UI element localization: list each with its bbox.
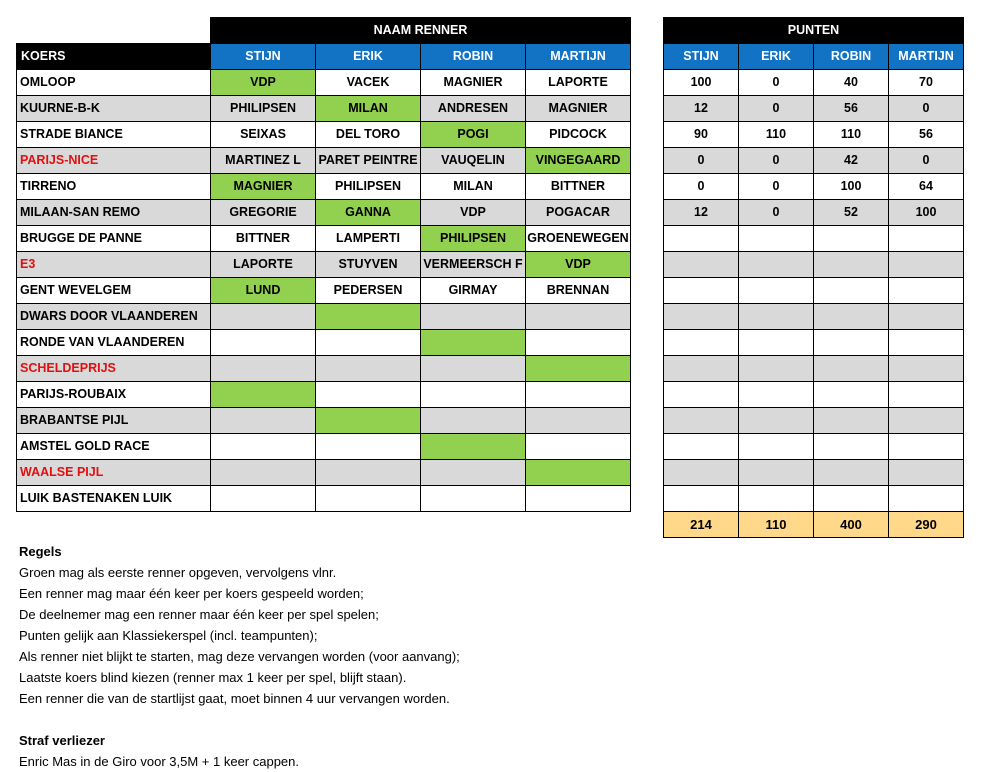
points-cell: 0 xyxy=(739,96,814,122)
pick-cell xyxy=(316,434,421,460)
pick-cell: BITTNER xyxy=(211,226,316,252)
points-table xyxy=(663,17,964,538)
pick-cell xyxy=(211,460,316,486)
race-name: BRABANTSE PIJL xyxy=(17,408,211,434)
points-cell xyxy=(889,304,964,330)
total-cell: 400 xyxy=(814,512,889,538)
rule-line: Groen mag als eerste renner opgeven, vervolgens vlnr. xyxy=(19,565,337,580)
pick-cell: VACEK xyxy=(316,70,421,96)
pick-cell xyxy=(211,382,316,408)
points-cell xyxy=(739,382,814,408)
pick-cell: BRENNAN xyxy=(526,278,631,304)
player-header: ROBIN xyxy=(421,44,526,70)
points-cell: 110 xyxy=(739,122,814,148)
pick-cell: POGI xyxy=(421,122,526,148)
race-name: PARIJS-ROUBAIX xyxy=(17,382,211,408)
points-row xyxy=(664,408,964,434)
pick-cell xyxy=(526,434,631,460)
points-cell xyxy=(664,408,739,434)
pick-cell: VERMEERSCH F xyxy=(421,252,526,278)
points-cell: 42 xyxy=(814,148,889,174)
points-cell xyxy=(889,460,964,486)
punten-header: PUNTEN xyxy=(664,18,964,44)
race-name: OMLOOP xyxy=(17,70,211,96)
points-row xyxy=(664,434,964,460)
points-cell: 0 xyxy=(664,148,739,174)
koers-header: KOERS xyxy=(17,44,211,70)
race-name: LUIK BASTENAKEN LUIK xyxy=(17,486,211,512)
points-cell: 0 xyxy=(739,200,814,226)
pick-cell: ANDRESEN xyxy=(421,96,526,122)
points-cell: 100 xyxy=(814,174,889,200)
pick-cell: PARET PEINTRE xyxy=(316,148,421,174)
race-row xyxy=(17,330,631,356)
points-row xyxy=(664,486,964,512)
pick-cell: VDP xyxy=(421,200,526,226)
points-cell: 0 xyxy=(889,96,964,122)
points-cell xyxy=(739,486,814,512)
pick-cell xyxy=(526,356,631,382)
pick-cell xyxy=(526,460,631,486)
points-row xyxy=(664,200,964,226)
race-row xyxy=(17,252,631,278)
points-cell xyxy=(814,408,889,434)
pick-cell xyxy=(421,382,526,408)
points-row xyxy=(664,70,964,96)
race-row xyxy=(17,122,631,148)
pick-cell: MILAN xyxy=(316,96,421,122)
points-cell xyxy=(739,330,814,356)
points-row xyxy=(664,252,964,278)
points-row xyxy=(664,174,964,200)
points-cell xyxy=(814,460,889,486)
race-row xyxy=(17,304,631,330)
pick-cell xyxy=(421,486,526,512)
pick-cell xyxy=(421,356,526,382)
points-cell xyxy=(664,252,739,278)
race-name: STRADE BIANCE xyxy=(17,122,211,148)
points-row xyxy=(664,226,964,252)
points-cell xyxy=(739,356,814,382)
points-row xyxy=(664,356,964,382)
points-cell: 52 xyxy=(814,200,889,226)
points-cell: 40 xyxy=(814,70,889,96)
pick-cell: SEIXAS xyxy=(211,122,316,148)
points-cell: 100 xyxy=(664,70,739,96)
pick-cell: GREGORIE xyxy=(211,200,316,226)
pick-cell xyxy=(211,356,316,382)
pick-cell xyxy=(526,304,631,330)
points-cell xyxy=(889,486,964,512)
race-row xyxy=(17,356,631,382)
points-cell xyxy=(664,330,739,356)
points-cell xyxy=(889,226,964,252)
points-cell xyxy=(739,408,814,434)
pick-cell: POGACAR xyxy=(526,200,631,226)
pick-cell: LUND xyxy=(211,278,316,304)
race-row xyxy=(17,96,631,122)
rule-line: Als renner niet blijkt te starten, mag deze vervangen worden (voor aanvang); xyxy=(19,649,460,664)
pick-cell xyxy=(316,304,421,330)
pick-cell xyxy=(316,408,421,434)
race-row xyxy=(17,434,631,460)
rule-line: De deelnemer mag een renner maar één keer per spel spelen; xyxy=(19,607,379,622)
rules-section xyxy=(19,541,460,772)
points-cell xyxy=(664,382,739,408)
points-cell: 0 xyxy=(664,174,739,200)
pick-cell: PIDCOCK xyxy=(526,122,631,148)
points-cell xyxy=(889,356,964,382)
pick-cell: MAGNIER xyxy=(211,174,316,200)
points-cell xyxy=(739,252,814,278)
pick-cell: PHILIPSEN xyxy=(211,96,316,122)
pick-cell: GANNA xyxy=(316,200,421,226)
race-name: GENT WEVELGEM xyxy=(17,278,211,304)
points-row xyxy=(664,330,964,356)
rules-spacer xyxy=(19,709,460,730)
pick-cell: MAGNIER xyxy=(526,96,631,122)
player-header: STIJN xyxy=(211,44,316,70)
points-cell xyxy=(889,382,964,408)
player-header: MARTIJN xyxy=(526,44,631,70)
points-cell xyxy=(664,460,739,486)
points-cell xyxy=(739,226,814,252)
points-cell xyxy=(664,434,739,460)
race-name: SCHELDEPRIJS xyxy=(17,356,211,382)
points-cell xyxy=(889,330,964,356)
pick-cell: LAMPERTI xyxy=(316,226,421,252)
pick-cell xyxy=(316,356,421,382)
rule-line: Laatste koers blind kiezen (renner max 1 keer per spel, blijft staan). xyxy=(19,670,407,685)
points-cell xyxy=(814,434,889,460)
pick-cell: GIRMAY xyxy=(421,278,526,304)
points-cell: 12 xyxy=(664,96,739,122)
points-cell: 0 xyxy=(739,70,814,96)
pick-cell xyxy=(526,486,631,512)
pick-cell: PHILIPSEN xyxy=(421,226,526,252)
rules-title: Regels xyxy=(19,544,62,559)
pick-cell: VAUQELIN xyxy=(421,148,526,174)
points-cell: 0 xyxy=(739,174,814,200)
rule-line: Punten gelijk aan Klassiekerspel (incl. teampunten); xyxy=(19,628,318,643)
race-name: TIRRENO xyxy=(17,174,211,200)
pick-cell xyxy=(421,434,526,460)
points-cell xyxy=(889,408,964,434)
race-name: MILAAN-SAN REMO xyxy=(17,200,211,226)
points-cell xyxy=(739,278,814,304)
total-cell: 214 xyxy=(664,512,739,538)
points-cell xyxy=(814,226,889,252)
race-name: E3 xyxy=(17,252,211,278)
pick-cell: STUYVEN xyxy=(316,252,421,278)
points-row xyxy=(664,382,964,408)
pick-cell xyxy=(421,304,526,330)
race-row xyxy=(17,226,631,252)
player-header: ERIK xyxy=(739,44,814,70)
pick-cell xyxy=(211,304,316,330)
pick-cell xyxy=(211,408,316,434)
points-cell xyxy=(739,460,814,486)
player-header: ROBIN xyxy=(814,44,889,70)
race-row xyxy=(17,174,631,200)
pick-cell xyxy=(316,330,421,356)
pick-cell xyxy=(316,460,421,486)
points-cell xyxy=(814,252,889,278)
points-cell: 70 xyxy=(889,70,964,96)
points-cell: 0 xyxy=(739,148,814,174)
points-row xyxy=(664,122,964,148)
pick-cell: BITTNER xyxy=(526,174,631,200)
pick-cell xyxy=(421,460,526,486)
pick-cell: MARTINEZ L xyxy=(211,148,316,174)
race-name: RONDE VAN VLAANDEREN xyxy=(17,330,211,356)
points-cell: 56 xyxy=(889,122,964,148)
pick-cell xyxy=(316,382,421,408)
points-cell xyxy=(664,226,739,252)
pick-cell xyxy=(526,330,631,356)
pick-cell xyxy=(526,382,631,408)
pick-cell: GROENEWEGEN xyxy=(526,226,631,252)
player-header: STIJN xyxy=(664,44,739,70)
pick-cell xyxy=(316,486,421,512)
pick-cell xyxy=(211,486,316,512)
total-cell: 290 xyxy=(889,512,964,538)
race-row xyxy=(17,460,631,486)
race-name: PARIJS-NICE xyxy=(17,148,211,174)
pick-cell: LAPORTE xyxy=(526,70,631,96)
pick-cell xyxy=(421,330,526,356)
points-cell xyxy=(814,356,889,382)
race-row xyxy=(17,278,631,304)
points-cell: 100 xyxy=(889,200,964,226)
pick-cell xyxy=(211,330,316,356)
points-cell: 0 xyxy=(889,148,964,174)
points-row xyxy=(664,96,964,122)
points-cell: 56 xyxy=(814,96,889,122)
points-cell: 110 xyxy=(814,122,889,148)
pick-cell xyxy=(526,408,631,434)
points-cell: 64 xyxy=(889,174,964,200)
pick-cell: PHILIPSEN xyxy=(316,174,421,200)
pick-cell: MILAN xyxy=(421,174,526,200)
penalty-text: Enric Mas in de Giro voor 3,5M + 1 keer cappen. xyxy=(19,754,299,769)
race-row xyxy=(17,382,631,408)
race-row xyxy=(17,148,631,174)
points-cell xyxy=(739,304,814,330)
pick-cell: PEDERSEN xyxy=(316,278,421,304)
points-cell xyxy=(664,486,739,512)
points-row xyxy=(664,148,964,174)
pick-cell: VDP xyxy=(211,70,316,96)
points-cell xyxy=(814,486,889,512)
rule-line: Een renner mag maar één keer per koers gespeeld worden; xyxy=(19,586,364,601)
pick-cell: VINGEGAARD xyxy=(526,148,631,174)
race-row xyxy=(17,408,631,434)
race-row xyxy=(17,200,631,226)
race-name: KUURNE-B-K xyxy=(17,96,211,122)
points-cell xyxy=(814,330,889,356)
points-cell xyxy=(664,278,739,304)
points-cell xyxy=(889,252,964,278)
rule-line: Een renner die van de startlijst gaat, moet binnen 4 uur vervangen worden. xyxy=(19,691,450,706)
penalty-title: Straf verliezer xyxy=(19,733,105,748)
race-name: AMSTEL GOLD RACE xyxy=(17,434,211,460)
race-name: DWARS DOOR VLAANDEREN xyxy=(17,304,211,330)
pick-cell xyxy=(211,434,316,460)
race-row xyxy=(17,486,631,512)
points-cell xyxy=(814,304,889,330)
points-row xyxy=(664,278,964,304)
points-row xyxy=(664,460,964,486)
player-header: ERIK xyxy=(316,44,421,70)
pick-cell: VDP xyxy=(526,252,631,278)
pick-cell: MAGNIER xyxy=(421,70,526,96)
race-name: BRUGGE DE PANNE xyxy=(17,226,211,252)
points-cell: 12 xyxy=(664,200,739,226)
race-row xyxy=(17,70,631,96)
pick-cell: LAPORTE xyxy=(211,252,316,278)
pick-cell xyxy=(421,408,526,434)
points-cell xyxy=(664,304,739,330)
points-cell xyxy=(889,278,964,304)
points-cell xyxy=(739,434,814,460)
player-header: MARTIJN xyxy=(889,44,964,70)
totals-row xyxy=(664,512,964,538)
points-cell xyxy=(889,434,964,460)
race-name: WAALSE PIJL xyxy=(17,460,211,486)
naam-renner-header: NAAM RENNER xyxy=(211,18,631,44)
points-cell xyxy=(814,382,889,408)
points-cell xyxy=(664,356,739,382)
blank-corner xyxy=(17,18,211,44)
total-cell: 110 xyxy=(739,512,814,538)
picks-table xyxy=(16,17,631,512)
points-cell xyxy=(814,278,889,304)
points-cell: 90 xyxy=(664,122,739,148)
points-row xyxy=(664,304,964,330)
pick-cell: DEL TORO xyxy=(316,122,421,148)
